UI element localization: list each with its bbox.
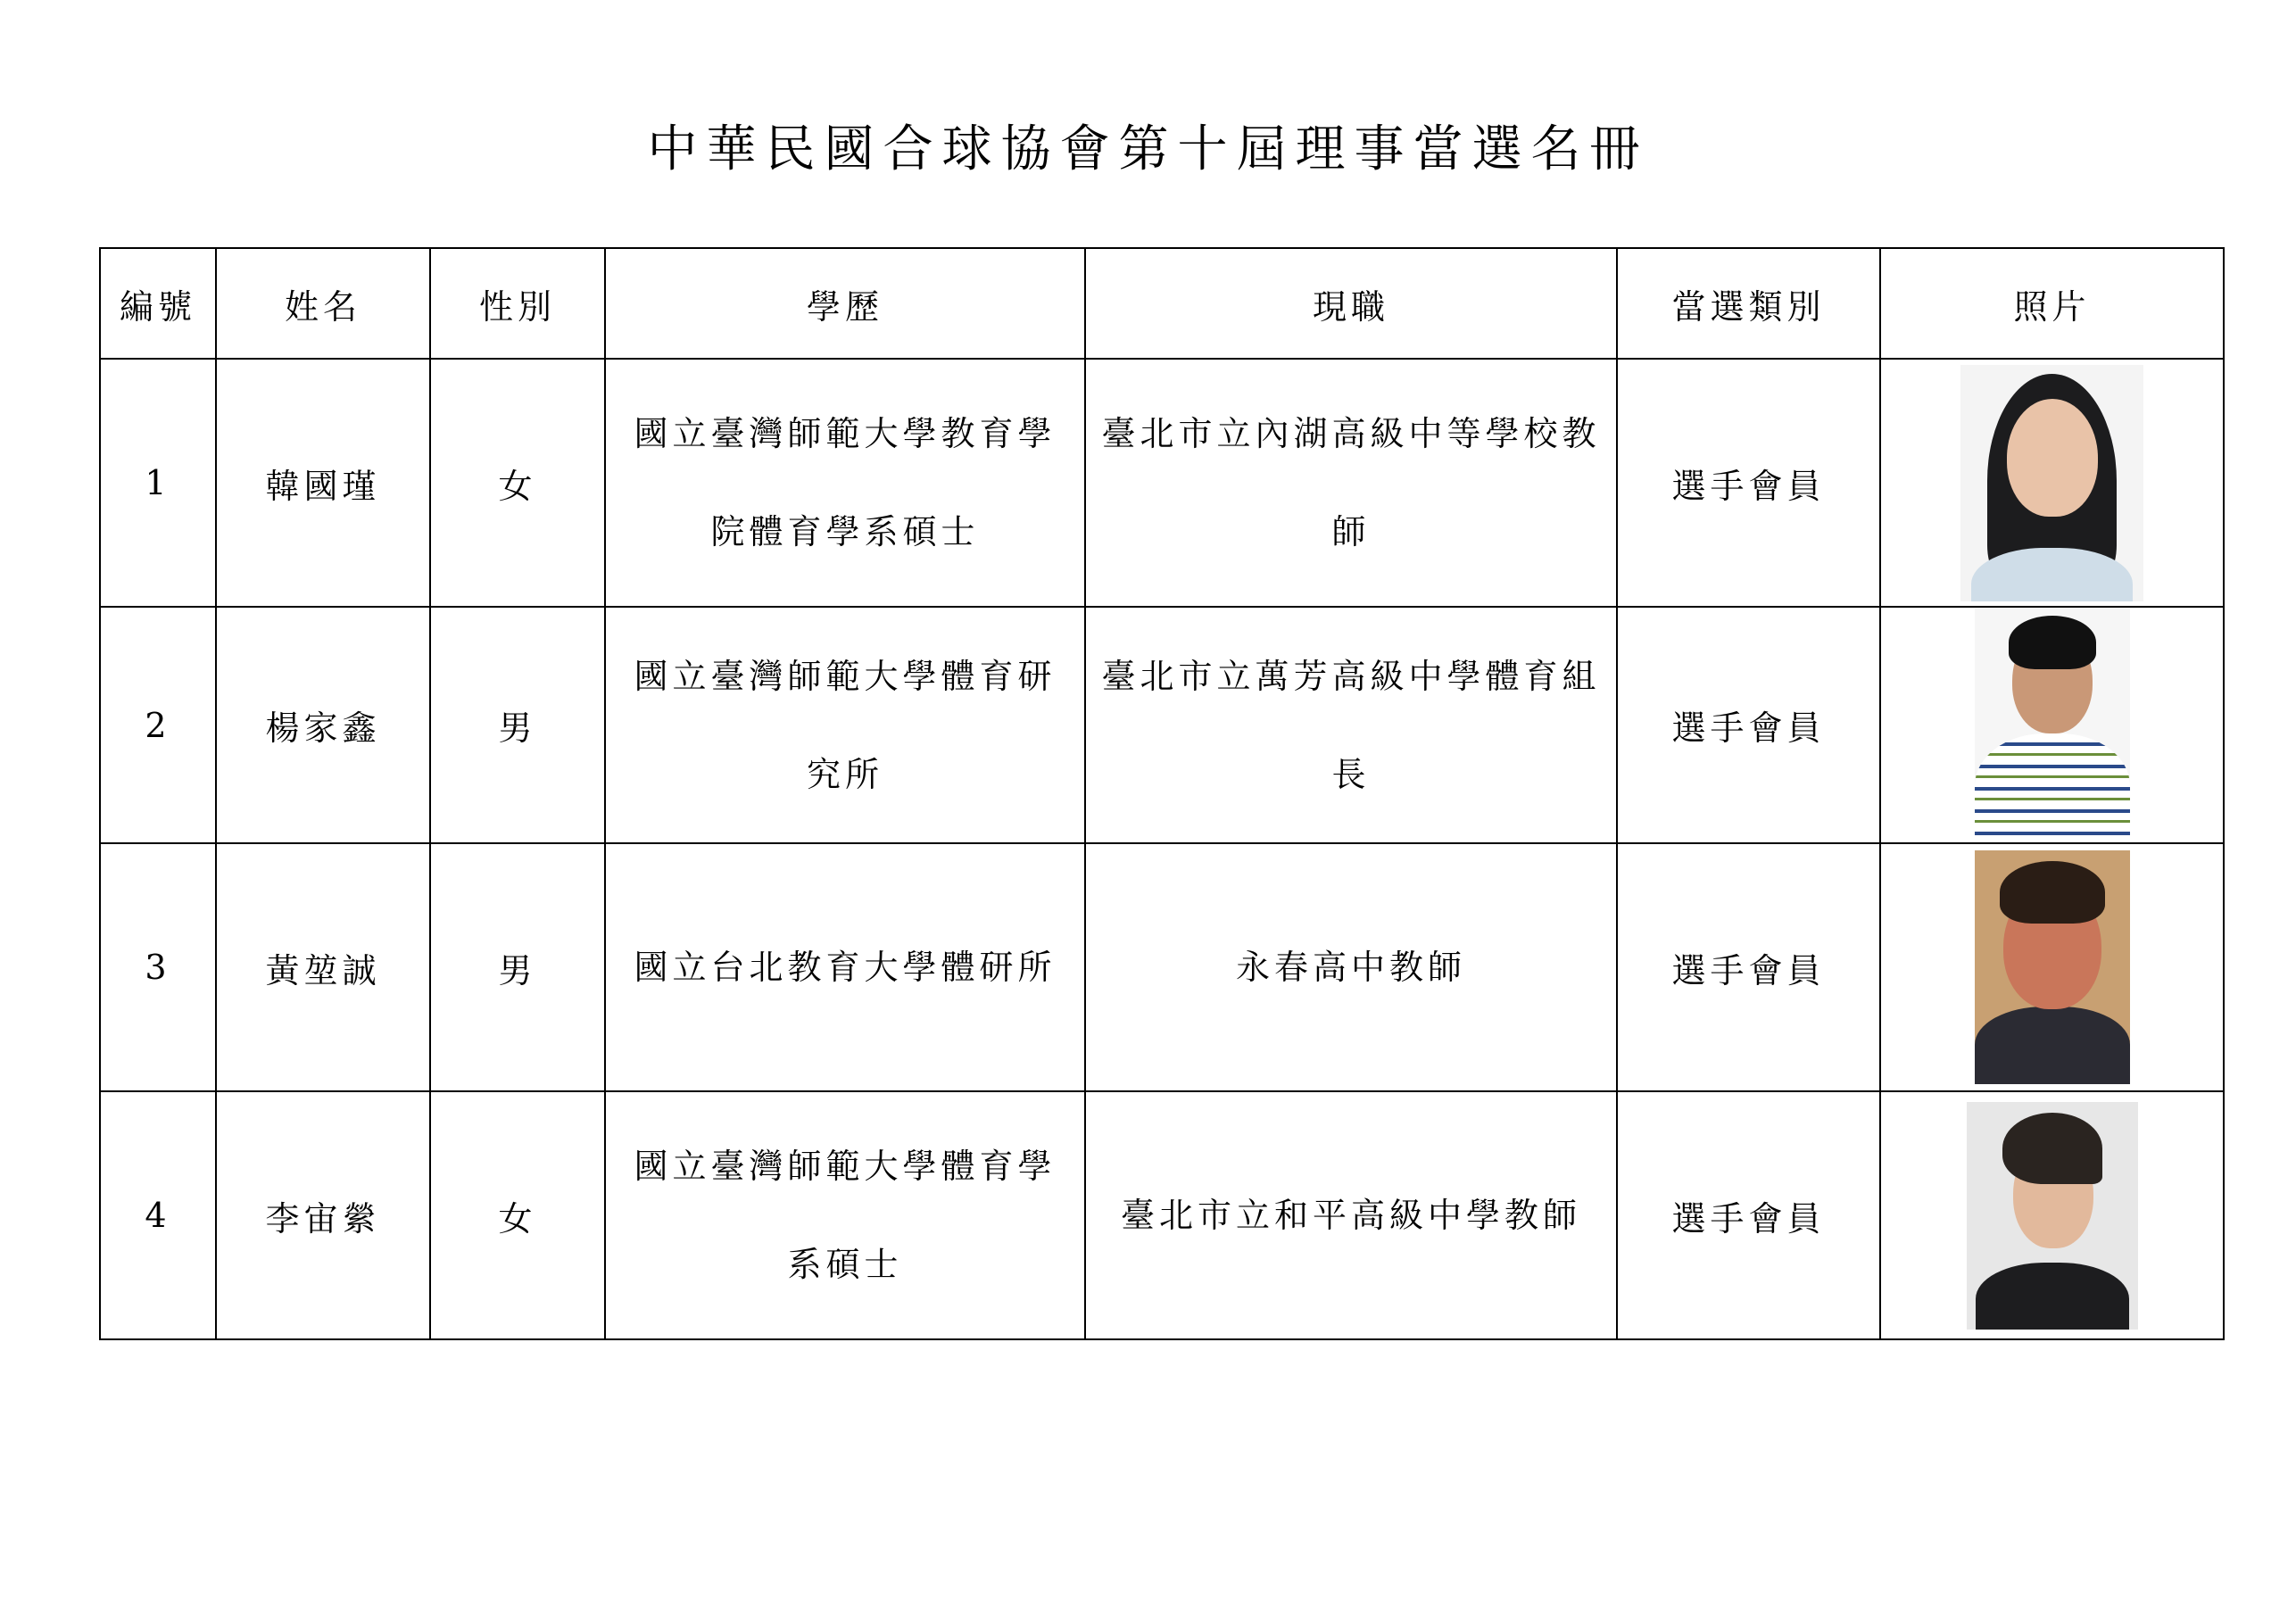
cell-position: 臺北市立萬芳高級中學體育組長 <box>1085 607 1617 843</box>
cell-gender: 男 <box>430 607 605 843</box>
portrait-photo <box>1967 1102 2138 1330</box>
portrait-hair <box>2009 616 2096 669</box>
portrait-body <box>1975 733 2130 842</box>
portrait-hair <box>2000 861 2105 924</box>
header-row <box>100 248 2224 359</box>
header-category: 當選類別 <box>1617 248 1880 359</box>
cell-education: 國立臺灣師範大學體育研究所 <box>605 607 1085 843</box>
document-title: 中華民國合球協會第十屆理事當選名冊 <box>647 120 1649 178</box>
header-photo: 照片 <box>1880 248 2224 359</box>
portrait-photo <box>1960 365 2143 601</box>
cell-no: 2 <box>100 607 216 843</box>
cell-name: 楊家鑫 <box>216 607 430 843</box>
portrait-photo <box>1975 850 2130 1084</box>
cell-no: 1 <box>100 359 216 607</box>
table-row <box>100 359 2224 607</box>
portrait-hair <box>2002 1113 2102 1184</box>
cell-photo <box>1880 359 2224 607</box>
cell-position: 臺北市立和平高級中學教師 <box>1085 1091 1617 1339</box>
cell-education: 國立臺灣師範大學體育學系碩士 <box>605 1091 1085 1339</box>
cell-education: 國立臺灣師範大學教育學院體育學系碩士 <box>605 359 1085 607</box>
cell-name: 黃堃誠 <box>216 843 430 1091</box>
cell-name: 李宙縈 <box>216 1091 430 1339</box>
cell-photo <box>1880 607 2224 843</box>
cell-category: 選手會員 <box>1617 607 1880 843</box>
header-gender: 性別 <box>430 248 605 359</box>
cell-no: 4 <box>100 1091 216 1339</box>
cell-photo <box>1880 843 2224 1091</box>
table-row <box>100 843 2224 1091</box>
roster-table <box>99 247 2225 1340</box>
cell-category: 選手會員 <box>1617 359 1880 607</box>
portrait-photo <box>1975 609 2130 842</box>
cell-position: 臺北市立內湖高級中等學校教師 <box>1085 359 1617 607</box>
portrait-face <box>2007 399 2098 517</box>
cell-photo <box>1880 1091 2224 1339</box>
cell-category: 選手會員 <box>1617 1091 1880 1339</box>
header-no: 編號 <box>100 248 216 359</box>
cell-position: 永春高中教師 <box>1085 843 1617 1091</box>
header-education: 學歷 <box>605 248 1085 359</box>
cell-education: 國立台北教育大學體研所 <box>605 843 1085 1091</box>
portrait-body <box>1975 1007 2130 1084</box>
cell-name: 韓國瑾 <box>216 359 430 607</box>
cell-gender: 男 <box>430 843 605 1091</box>
cell-category: 選手會員 <box>1617 843 1880 1091</box>
header-name: 姓名 <box>216 248 430 359</box>
table-row <box>100 1091 2224 1339</box>
cell-no: 3 <box>100 843 216 1091</box>
portrait-body <box>1976 1263 2129 1330</box>
cell-gender: 女 <box>430 1091 605 1339</box>
cell-gender: 女 <box>430 359 605 607</box>
table-row <box>100 607 2224 843</box>
header-position: 現職 <box>1085 248 1617 359</box>
